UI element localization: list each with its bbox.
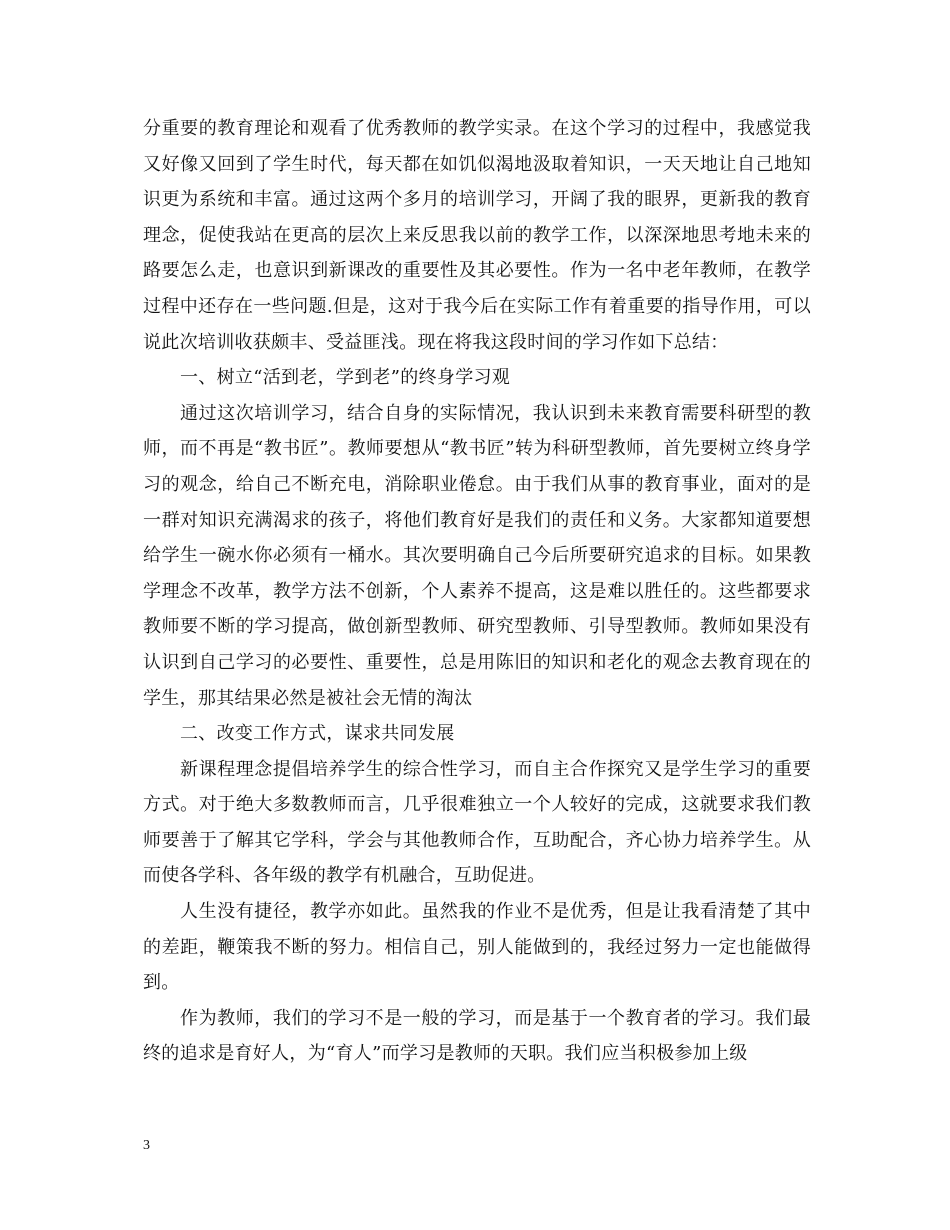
page-number: 3: [143, 1138, 150, 1153]
body-text: [143, 111, 811, 1072]
section-heading-lifelong-learning: 一、树立“活到老，学到老”的终身学习观: [180, 367, 511, 389]
paragraph-lifelong-learning: 通过这次培训学习，结合自身的实际情况，我认识到未来教育需要科研型的教师，而不再是“教书匠”。教师要想从“教书匠”转为科研型教师，首先要树立终身学习的观念，给自己不断充电，消除职业倦怠。由于我们从事的教育事业，面对的是一群对知识充满渴求的孩子，将他们教育好是我们的责任和义务。大家都知道要想给学生一碗水你必须有一桶水。其次要明确自己今后所要研究追求的目标。如果教学理念不改革，教学方法不创新，个人素养不提高，这是难以胜任的。这些都要求教师要不断的学习提高，做创新型教师、研究型教师、引导型教师。教师如果没有认识到自己学习的必要性、重要性，总是用陈旧的知识和老化的观念去教育现在的学生，那其结果必然是被社会无情的淘汰: [143, 402, 811, 709]
paragraph-teacher-learning: 作为教师，我们的学习不是一般的学习，而是基于一个教育者的学习。我们最终的追求是育好人，为“育人”而学习是教师的天职。我们应当积极参加上级: [143, 1007, 811, 1065]
paragraph-no-shortcut: 人生没有捷径，教学亦如此。虽然我的作业不是优秀，但是让我看清楚了其中的差距，鞭策我不断的努力。相信自己，别人能做到的，我经过努力一定也能做得到。: [143, 901, 811, 994]
paragraph-work-methods: 新课程理念提倡培养学生的综合性学习，而自主合作探究又是学生学习的重要方式。对于绝大多数教师而言，几乎很难独立一个人较好的完成，这就要求我们教师要善于了解其它学科，学会与其他教师合作，互助配合，齐心协力培养学生。从而使各学科、各年级的教学有机融合，互助促进。: [143, 758, 811, 887]
paragraph-intro-continuation: 分重要的教育理论和观看了优秀教师的教学实录。在这个学习的过程中，我感觉我又好像又回到了学生时代，每天都在如饥似渴地汲取着知识，一天天地让自己地知识更为系统和丰富。通过这两个多月的培训学习，开阔了我的眼界，更新我的教育理念，促使我站在更高的层次上来反思我以前的教学工作，以深深地思考地未来的路要怎么走，也意识到新课改的重要性及其必要性。作为一名中老年教师，在教学过程中还存在一些问题.但是，这对于我今后在实际工作有着重要的指导作用，可以说此次培训收获颇丰、受益匪浅。现在将我这段时间的学习作如下总结：: [143, 118, 811, 353]
section-heading-work-methods: 二、改变工作方式，谋求共同发展: [180, 723, 455, 745]
